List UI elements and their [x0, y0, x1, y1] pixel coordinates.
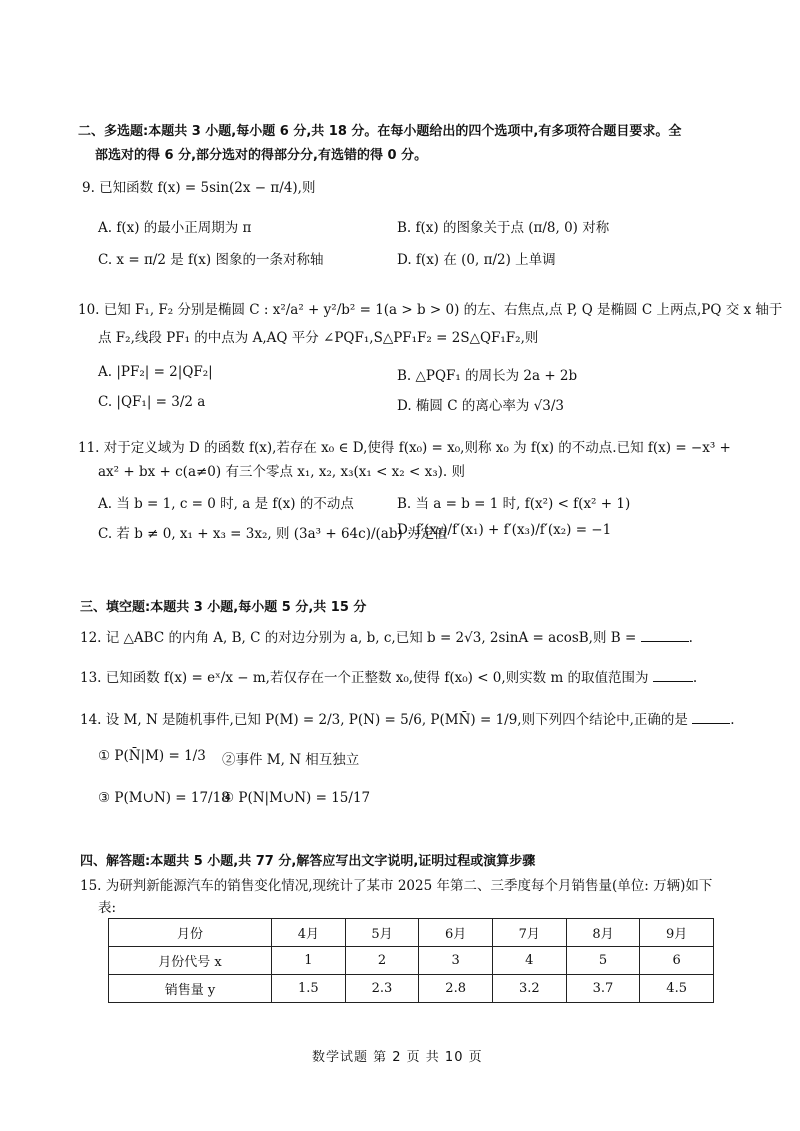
month-cell: 6月 [419, 919, 493, 947]
q11-stem-line2: ax² + bx + c(a≠0) 有三个零点 x₁, x₂, x₃(x₁ < x₂ < x₃). 则 [98, 464, 465, 480]
q11-stem-line1: 11. 对于定义域为 D 的函数 f(x),若存在 x₀ ∈ D,使得 f(x₀) = x₀,则称 x₀ 为 f(x) 的不动点.已知 f(x) = −x³ + [78, 440, 731, 456]
sales-table [108, 918, 714, 1003]
q14-option-4: ④ P(N|M∪N) = 15/17 [222, 790, 371, 806]
section2-heading-line2: 部选对的得 6 分,部分选对的得部分分,有选错的得 0 分。 [95, 148, 428, 163]
sales-cell: 3.7 [566, 975, 640, 1003]
q9-stem: 9. 已知函数 f(x) = 5sin(2x − π/4),则 [82, 180, 316, 196]
q14-option-1: ① P(N̄|M) = 1/3 [98, 748, 206, 764]
sales-cell: 4.5 [640, 975, 714, 1003]
q14-option-3: ③ P(M∪N) = 17/18 [98, 790, 230, 806]
q14-answer-blank[interactable] [692, 723, 730, 724]
q9-option-a: A. f(x) 的最小正周期为 π [98, 220, 252, 236]
q10-stem-line1: 10. 已知 F₁, F₂ 分别是椭圆 C : x²/a² + y²/b² = 1(a > b > 0) 的左、右焦点,点 P, Q 是椭圆 C 上两点,PQ 交 x 轴于 [78, 302, 783, 318]
month-cell: 9月 [640, 919, 714, 947]
q9-option-d: D. f(x) 在 (0, π/2) 上单调 [397, 252, 556, 268]
sales-cell: 3.2 [492, 975, 566, 1003]
page-footer: 数学试题 第 2 页 共 10 页 [312, 1050, 483, 1065]
q13-text-line: 13. 已知函数 f(x) = eˣ/x − m,若仅存在一个正整数 x₀,使得 f(x₀) < 0,则实数 m 的取值范围为 . [80, 670, 698, 686]
q10-stem-line2: 点 F₂,线段 PF₁ 的中点为 A,AQ 平分 ∠PQF₁,S△PF₁F₂ = 2S△QF₁F₂,则 [98, 330, 539, 346]
code-cell: 5 [566, 947, 640, 975]
table-row [109, 947, 714, 975]
section2-heading-line1: 二、多选题:本题共 3 小题,每小题 6 分,共 18 分。在每小题给出的四个选项中,有多项符合题目要求。全 [78, 124, 682, 139]
row-header-sales: 销售量 y [109, 975, 272, 1003]
code-cell: 3 [419, 947, 493, 975]
q12-text-line: 12. 记 △ABC 的内角 A, B, C 的对边分别为 a, b, c,已知 b = 2√3, 2sinA = acosB,则 B = . [80, 630, 693, 646]
q11-option-c: C. 若 b ≠ 0, x₁ + x₃ = 3x₂, 则 (3a³ + 64c)/(ab) 为定值 [98, 526, 448, 542]
q14-text: 14. 设 M, N 是随机事件,已知 P(M) = 2/3, P(N) = 5/6, P(MN̄) = 1/9,则下列四个结论中,正确的是 [80, 712, 688, 728]
month-cell: 5月 [345, 919, 419, 947]
sales-cell: 2.8 [419, 975, 493, 1003]
q11-option-a: A. 当 b = 1, c = 0 时, a 是 f(x) 的不动点 [98, 496, 354, 512]
q9-option-b: B. f(x) 的图象关于点 (π/8, 0) 对称 [397, 220, 610, 236]
code-cell: 1 [272, 947, 346, 975]
table-row [109, 975, 714, 1003]
section4-heading: 四、解答题:本题共 5 小题,共 77 分,解答应写出文字说明,证明过程或演算步骤 [80, 854, 536, 869]
section3-heading: 三、填空题:本题共 3 小题,每小题 5 分,共 15 分 [80, 600, 367, 615]
q14-option-2: ②事件 M, N 相互独立 [222, 752, 360, 768]
q13-text: 13. 已知函数 f(x) = eˣ/x − m,若仅存在一个正整数 x₀,使得 f(x₀) < 0,则实数 m 的取值范围为 [80, 670, 649, 686]
code-cell: 4 [492, 947, 566, 975]
q15-stem-line2: 表: [98, 900, 117, 916]
q10-option-a: A. |PF₂| = 2|QF₂| [98, 364, 213, 380]
sales-cell: 2.3 [345, 975, 419, 1003]
q10-option-d: D. 椭圆 C 的离心率为 √3/3 [397, 398, 564, 414]
month-cell: 7月 [492, 919, 566, 947]
q12-answer-blank[interactable] [641, 641, 689, 642]
q10-option-c: C. |QF₁| = 3/2 a [98, 394, 206, 410]
q11-option-d: D. f′(x₃)/f′(x₁) + f′(x₃)/f′(x₂) = −1 [397, 522, 612, 538]
sales-cell: 1.5 [272, 975, 346, 1003]
q10-option-b: B. △PQF₁ 的周长为 2a + 2b [397, 368, 578, 384]
table-row [109, 919, 714, 947]
q13-answer-blank[interactable] [653, 681, 693, 682]
q12-text: 12. 记 △ABC 的内角 A, B, C 的对边分别为 a, b, c,已知 b = 2√3, 2sinA = acosB,则 B = [80, 630, 637, 646]
q14-text-line: 14. 设 M, N 是随机事件,已知 P(M) = 2/3, P(N) = 5/6, P(MN̄) = 1/9,则下列四个结论中,正确的是 . [80, 712, 735, 728]
code-cell: 2 [345, 947, 419, 975]
month-cell: 4月 [272, 919, 346, 947]
month-cell: 8月 [566, 919, 640, 947]
q9-option-c: C. x = π/2 是 f(x) 图象的一条对称轴 [98, 252, 324, 268]
row-header-month: 月份 [109, 919, 272, 947]
code-cell: 6 [640, 947, 714, 975]
q11-option-b: B. 当 a = b = 1 时, f(x²) < f(x² + 1) [397, 496, 631, 512]
row-header-code: 月份代号 x [109, 947, 272, 975]
q15-stem-line1: 15. 为研判新能源汽车的销售变化情况,现统计了某市 2025 年第二、三季度每个月销售量(单位: 万辆)如下 [80, 878, 713, 894]
